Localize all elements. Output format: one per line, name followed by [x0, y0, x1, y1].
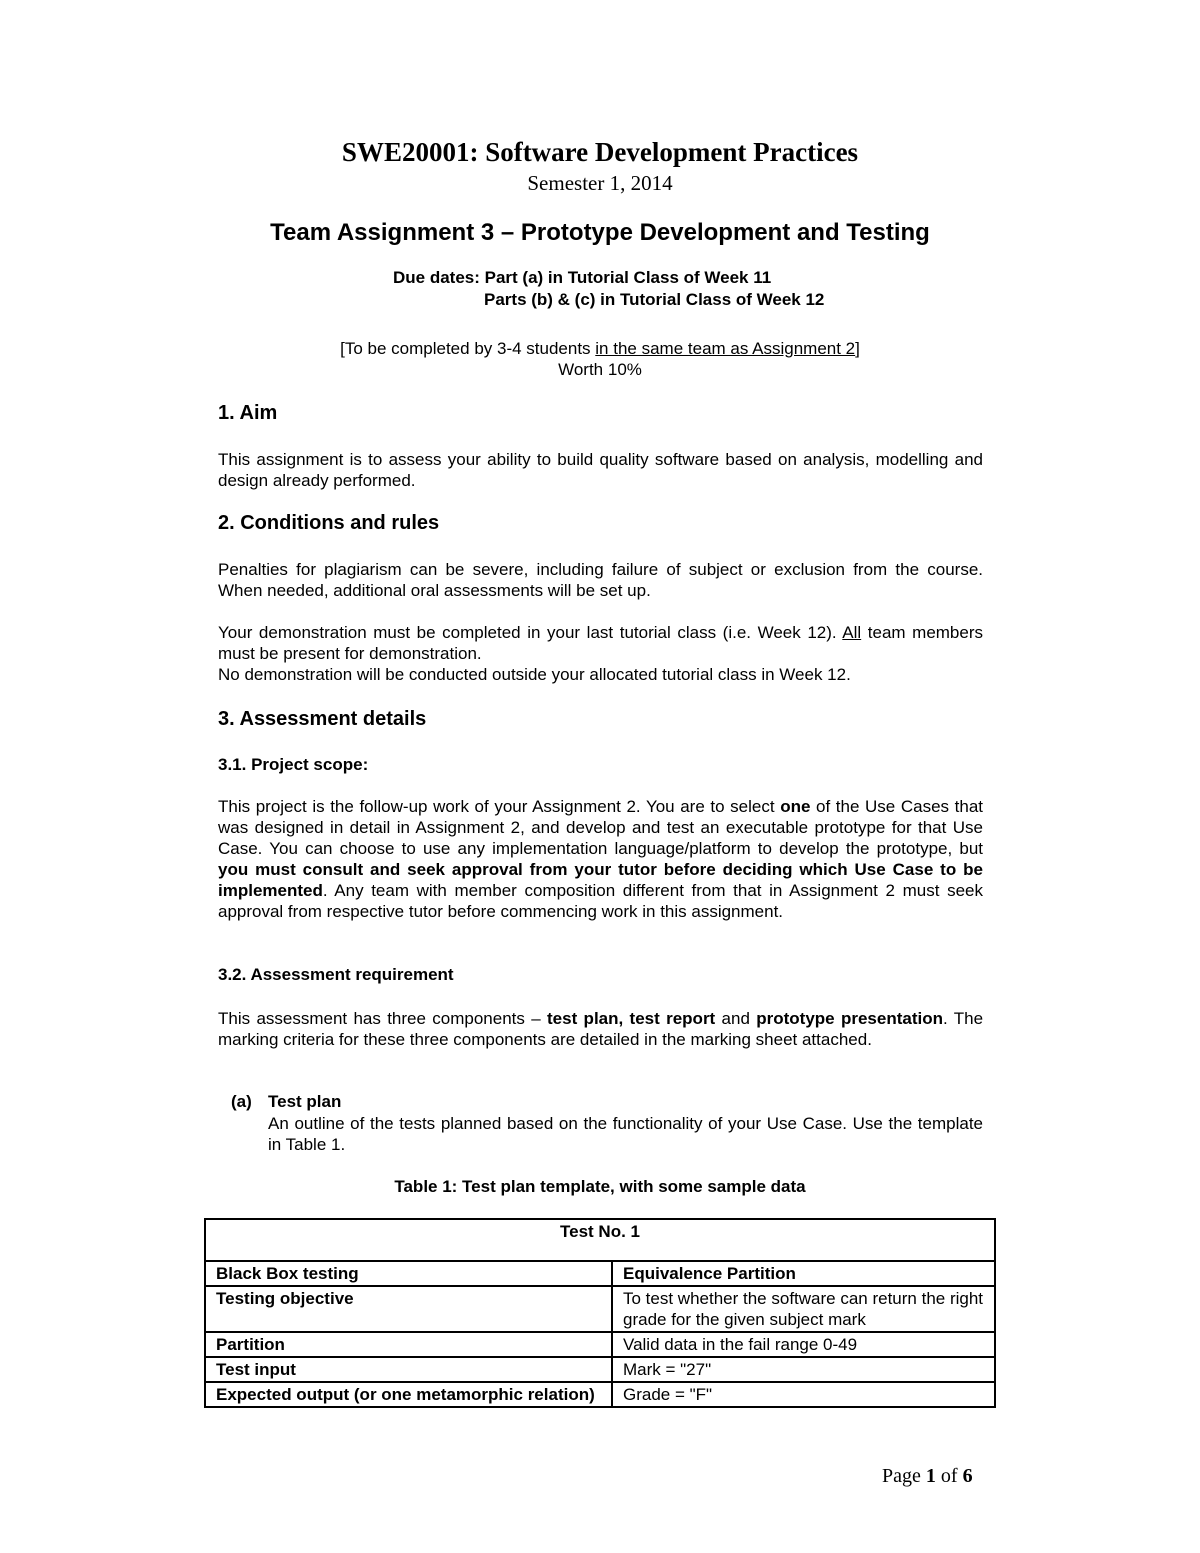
req-text-3: . The marking criteria for these three components are detailed in the marking sheet attached.: [218, 1009, 984, 1049]
table-row-value: To test whether the software can return the right grade for the given subject mark: [612, 1286, 995, 1332]
table-row: [205, 1357, 995, 1382]
page-current: 1: [925, 1465, 936, 1487]
assessment-heading: 3. Assessment details: [218, 708, 427, 730]
scope-text-1: This project is the follow-up work of your Assignment 2. You are to select: [218, 797, 781, 816]
project-scope-text: [218, 796, 983, 922]
aim-text: This assignment is to assess your ability to build quality software based on analysis, modelling and design already performed.: [218, 450, 983, 490]
completion-prefix: [To be completed by 3-4 students: [340, 339, 596, 358]
test-plan-table: [204, 1218, 996, 1408]
completion-underlined: in the same team as Assignment 2: [595, 339, 856, 358]
table-row-label: Black Box testing: [205, 1261, 612, 1286]
conditions-para-3: No demonstration will be conducted outside your allocated tutorial class in Week 12.: [218, 665, 851, 684]
completion-suffix: ]: [855, 339, 860, 358]
table-row-label: Partition: [205, 1332, 612, 1357]
req-bold-1: test plan, test report: [547, 1009, 716, 1028]
table-caption: Table 1: Test plan template, with some sample data: [394, 1177, 806, 1196]
conditions-para-1: Penalties for plagiarism can be severe, including failure of subject or exclusion from the course. When needed, additional oral assessments will be set up.: [218, 560, 983, 600]
page-number: [882, 1465, 973, 1488]
table-row-value: Equivalence Partition: [612, 1261, 995, 1286]
due-date-line-2: Parts (b) & (c) in Tutorial Class of Week 12: [484, 290, 825, 309]
table-row-label: Expected output (or one metamorphic relation): [205, 1382, 612, 1407]
table-row-value: Mark = "27": [612, 1357, 995, 1382]
table-row: [205, 1261, 995, 1286]
aim-heading: 1. Aim: [218, 402, 278, 424]
item-a-heading: Test plan: [268, 1092, 342, 1111]
req-bold-2: prototype presentation: [756, 1009, 943, 1028]
completion-note: [0, 339, 1200, 359]
assignment-title: Team Assignment 3 – Prototype Development and Testing: [270, 219, 930, 246]
conditions-para-2-start: Your demonstration must be completed in your last tutorial class (i.e. Week 12).: [218, 623, 843, 642]
conditions-para-2-end: team members must be present for demonstration.: [218, 623, 984, 663]
project-scope-heading: 3.1. Project scope:: [218, 755, 369, 774]
due-date-line-1: Due dates: Part (a) in Tutorial Class of Week 11: [393, 268, 772, 287]
table-row: [205, 1286, 995, 1332]
table-row-value: Grade = "F": [612, 1382, 995, 1407]
table-row: [205, 1382, 995, 1407]
scope-bold-one: one: [780, 797, 811, 816]
worth: Worth 10%: [558, 360, 642, 379]
conditions-para-2: [218, 622, 983, 664]
conditions-heading: 2. Conditions and rules: [218, 512, 440, 534]
semester: Semester 1, 2014: [527, 171, 673, 195]
page-total: 6: [962, 1465, 973, 1487]
table-header: Test No. 1: [205, 1219, 995, 1261]
conditions-all-underlined: All: [842, 623, 862, 642]
table-row-label: Testing objective: [205, 1286, 612, 1332]
table-row-label: Test input: [205, 1357, 612, 1382]
req-text-1: This assessment has three components –: [218, 1009, 547, 1028]
document-title: SWE20001: Software Development Practices: [341, 137, 859, 167]
item-a-text: An outline of the tests planned based on the functionality of your Use Case. Use the template in Table 1.: [268, 1114, 983, 1154]
scope-text-2: of the Use Cases that was designed in detail in Assignment 2, and develop and test an executable prototype for that Use Case. You can choose to use any implementation language/platform to develop the prototype, but: [218, 797, 983, 858]
scope-bold-approval: you must consult and seek approval from your tutor before deciding which Use Case to be implemented: [218, 860, 983, 900]
table-row-value: Valid data in the fail range 0-49: [612, 1332, 995, 1357]
assessment-requirement-heading: 3.2. Assessment requirement: [218, 965, 454, 984]
table-row: [205, 1332, 995, 1357]
page-prefix: Page: [882, 1465, 926, 1487]
assessment-requirement-text: [218, 1008, 983, 1050]
item-a-label: (a): [231, 1092, 252, 1111]
req-text-2: and: [715, 1009, 757, 1028]
scope-text-3: . Any team with member composition different from that in Assignment 2 must seek approval from respective tutor before commencing work in this assignment.: [218, 881, 983, 921]
page-of: of: [935, 1465, 963, 1487]
